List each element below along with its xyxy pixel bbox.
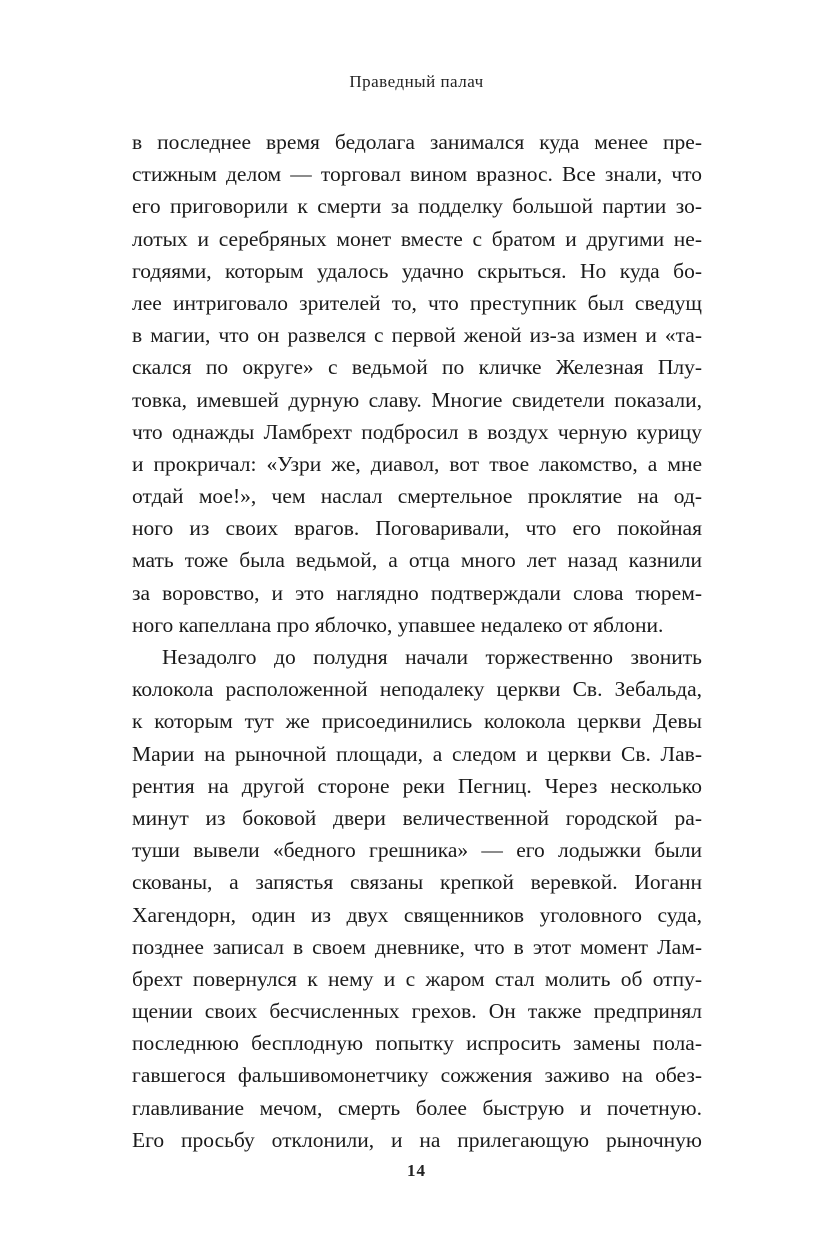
- text-line: годяями, которым удалось удачно скрыться. Но куда бо-: [132, 258, 702, 283]
- text-line: щении своих бесчисленных грехов. Он также предпринял: [132, 999, 702, 1024]
- text-line: туши вывели «бедного грешника» — его лодыжки были: [132, 838, 702, 863]
- text-line: скованы, а запястья связаны крепкой веревкой. Иоганн: [132, 870, 702, 895]
- text-line: лее интриговало зрителей то, что преступник был сведущ: [132, 290, 702, 315]
- text-line: гавшегося фальшивомонетчику сожжения заживо на обез-: [132, 1063, 702, 1088]
- page-number: 14: [407, 1161, 426, 1180]
- text-line: стижным делом — торговал вином вразнос. Все знали, что: [132, 162, 702, 187]
- text-line: Его просьбу отклонили, и на прилегающую рыночную: [132, 1127, 702, 1152]
- paragraph-1: [132, 126, 702, 641]
- text-line: Марии на рыночной площади, а следом и церкви Св. Лав-: [132, 741, 702, 766]
- body-text: [132, 126, 702, 1156]
- text-line: рентия на другой стороне реки Пегниц. Через несколько: [132, 773, 702, 798]
- text-line: брехт повернулся к нему и с жаром стал молить об отпу-: [132, 966, 702, 991]
- running-head: Праведный палач: [349, 72, 484, 91]
- text-line: скался по округе» с ведьмой по кличке Железная Плу-: [132, 355, 702, 380]
- text-line: колокола расположенной неподалеку церкви Св. Зебальда,: [132, 677, 702, 702]
- paragraph-2: [132, 641, 702, 1156]
- text-line: его приговорили к смерти за подделку большой партии зо-: [132, 194, 702, 219]
- text-line: мать тоже была ведьмой, а отца много лет назад казнили: [132, 548, 702, 573]
- text-line: отдай мое!», чем наслал смертельное проклятие на од-: [132, 484, 702, 509]
- text-line: в последнее время бедолага занимался куда менее пре-: [132, 130, 702, 154]
- text-line: Хагендорн, один из двух священников уголовного суда,: [132, 902, 702, 927]
- text-line: в магии, что он развелся с первой женой из-за измен и «та-: [132, 323, 702, 348]
- text-line: что однажды Ламбрехт подбросил в воздух черную курицу: [132, 419, 702, 444]
- text-line: минут из боковой двери величественной городской ра-: [132, 805, 702, 830]
- text-line: последнюю бесплодную попытку испросить замены пола-: [132, 1031, 702, 1056]
- text-line: и прокричал: «Узри же, диавол, вот твое лакомство, а мне: [132, 451, 702, 476]
- text-line: главливание мечом, смерть более быструю и почетную.: [132, 1095, 702, 1120]
- text-line: товка, имевшей дурную славу. Многие свидетели показали,: [132, 387, 702, 412]
- text-line: лотых и серебряных монет вместе с братом и другими не-: [132, 226, 702, 251]
- text-line: за воровство, и это наглядно подтверждали слова тюрем-: [132, 580, 702, 605]
- text-line: к которым тут же присоединились колокола церкви Девы: [132, 709, 702, 734]
- text-line: позднее записал в своем дневнике, что в этот момент Лам-: [132, 934, 702, 959]
- text-line: ного капеллана про яблочко, упавшее недалеко от яблони.: [132, 612, 664, 637]
- text-line: ного из своих врагов. Поговаривали, что его покойная: [132, 516, 702, 541]
- text-line: Незадолго до полудня начали торжественно звонить: [162, 645, 702, 669]
